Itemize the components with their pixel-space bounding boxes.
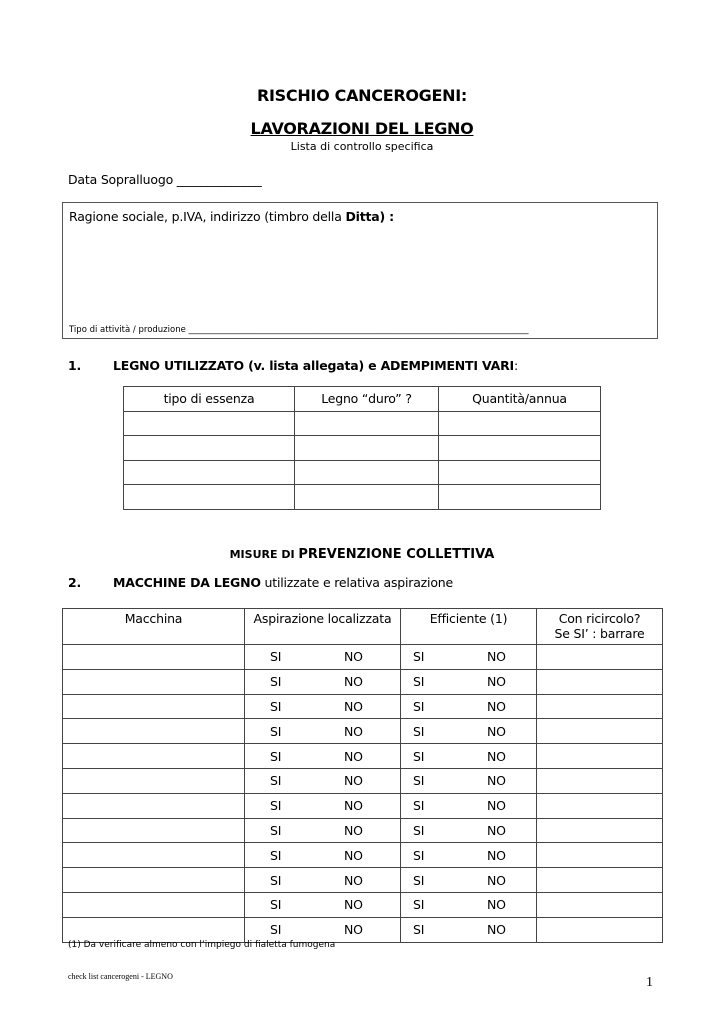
table-row — [63, 892, 663, 917]
aspiration-cell — [245, 793, 401, 818]
recirculation-cell[interactable] — [537, 793, 663, 818]
si-option[interactable]: SI — [413, 922, 425, 938]
recirculation-cell[interactable] — [537, 818, 663, 843]
table-header-row — [124, 387, 601, 412]
no-option[interactable]: NO — [344, 674, 363, 690]
aspiration-cell — [245, 694, 401, 719]
no-option[interactable]: NO — [344, 847, 363, 863]
header-cell: Quantità/annua — [439, 387, 601, 412]
recirculation-cell[interactable] — [537, 669, 663, 694]
aspiration-cell — [245, 645, 401, 670]
si-option[interactable]: SI — [270, 723, 282, 739]
aspiration-cell — [245, 892, 401, 917]
machine-cell[interactable] — [63, 645, 245, 670]
recirculation-cell[interactable] — [537, 744, 663, 769]
table-row — [124, 460, 601, 485]
no-option[interactable]: NO — [344, 773, 363, 789]
machine-cell[interactable] — [63, 694, 245, 719]
header-cell: Efficiente (1) — [401, 609, 537, 645]
table-header-row — [63, 609, 663, 645]
input-cell[interactable] — [439, 485, 601, 510]
recirculation-cell[interactable] — [537, 843, 663, 868]
document-title: RISCHIO CANCEROGENI: — [257, 86, 467, 105]
table-row — [124, 436, 601, 461]
si-option[interactable]: SI — [270, 748, 282, 764]
machine-cell[interactable] — [63, 843, 245, 868]
machine-cell[interactable] — [63, 892, 245, 917]
si-option[interactable]: SI — [413, 773, 425, 789]
footnote: (1) Da verificare almeno con l’impiego di fialetta fumogena — [68, 940, 336, 950]
input-cell[interactable] — [439, 436, 601, 461]
table-row — [124, 485, 601, 510]
no-option[interactable]: NO — [344, 698, 363, 714]
no-option[interactable]: NO — [487, 872, 506, 888]
input-cell[interactable] — [295, 436, 439, 461]
table-row — [124, 411, 601, 436]
page-number: 1 — [646, 975, 653, 990]
table-row — [63, 818, 663, 843]
no-option[interactable]: NO — [487, 748, 506, 764]
machine-cell[interactable] — [63, 793, 245, 818]
table-row — [63, 843, 663, 868]
no-option[interactable]: NO — [487, 649, 506, 665]
si-option[interactable]: SI — [270, 922, 282, 938]
table-row — [63, 719, 663, 744]
efficient-cell — [401, 843, 537, 868]
si-option[interactable]: SI — [413, 748, 425, 764]
machine-cell[interactable] — [63, 768, 245, 793]
no-option[interactable]: NO — [487, 798, 506, 814]
si-option[interactable]: SI — [270, 798, 282, 814]
aspiration-cell — [245, 818, 401, 843]
si-option[interactable]: SI — [270, 649, 282, 665]
si-option[interactable]: SI — [413, 723, 425, 739]
no-option[interactable]: NO — [487, 822, 506, 838]
efficient-cell — [401, 645, 537, 670]
input-cell[interactable] — [439, 411, 601, 436]
si-option[interactable]: SI — [270, 897, 282, 913]
si-option[interactable]: SI — [413, 798, 425, 814]
efficient-cell — [401, 892, 537, 917]
wood-table — [123, 386, 601, 510]
efficient-cell — [401, 868, 537, 893]
no-option[interactable]: NO — [487, 922, 506, 938]
efficient-cell — [401, 917, 537, 942]
si-option[interactable]: SI — [270, 872, 282, 888]
section1-number: 1. — [68, 358, 82, 373]
recirculation-cell[interactable] — [537, 719, 663, 744]
section1-heading: LEGNO UTILIZZATO (v. lista allegata) e ADEMPIMENTI VARI: — [113, 358, 518, 373]
recirculation-cell[interactable] — [537, 768, 663, 793]
no-option[interactable]: NO — [487, 674, 506, 690]
no-option[interactable]: NO — [487, 847, 506, 863]
aspiration-cell — [245, 917, 401, 942]
machine-cell[interactable] — [63, 818, 245, 843]
aspiration-cell — [245, 868, 401, 893]
no-option[interactable]: NO — [344, 723, 363, 739]
misure-heading: MISURE DI PREVENZIONE COLLETTIVA — [229, 547, 495, 562]
efficient-cell — [401, 744, 537, 769]
company-info-label: Ragione sociale, p.IVA, indirizzo (timbro della Ditta) : — [69, 209, 394, 224]
aspiration-cell — [245, 843, 401, 868]
document-subtitle: LAVORAZIONI DEL LEGNO — [250, 119, 474, 138]
machine-cell[interactable] — [63, 744, 245, 769]
table-row — [63, 744, 663, 769]
no-option[interactable]: NO — [487, 723, 506, 739]
si-option[interactable]: SI — [413, 822, 425, 838]
si-option[interactable]: SI — [413, 649, 425, 665]
page-footer: check list cancerogeni - LEGNO — [68, 972, 173, 981]
input-cell[interactable] — [124, 460, 295, 485]
no-option[interactable]: NO — [344, 798, 363, 814]
machine-cell[interactable] — [63, 719, 245, 744]
header-cell: Legno “duro” ? — [295, 387, 439, 412]
si-option[interactable]: SI — [270, 698, 282, 714]
header-cell: tipo di essenza — [124, 387, 295, 412]
table-row — [63, 917, 663, 942]
no-option[interactable]: NO — [344, 822, 363, 838]
input-cell[interactable] — [295, 485, 439, 510]
efficient-cell — [401, 768, 537, 793]
si-option[interactable]: SI — [270, 674, 282, 690]
si-option[interactable]: SI — [270, 847, 282, 863]
no-option[interactable]: NO — [344, 748, 363, 764]
si-option[interactable]: SI — [413, 872, 425, 888]
section2-number: 2. — [68, 575, 82, 590]
table-row — [63, 868, 663, 893]
si-option[interactable]: SI — [413, 674, 425, 690]
table-row — [63, 793, 663, 818]
recirculation-cell[interactable] — [537, 892, 663, 917]
activity-type-field[interactable]: Tipo di attività / produzione ________________________________________________________________________________ — [69, 325, 529, 335]
input-cell[interactable] — [295, 460, 439, 485]
recirculation-cell[interactable] — [537, 645, 663, 670]
efficient-cell — [401, 793, 537, 818]
input-cell[interactable] — [124, 436, 295, 461]
si-option[interactable]: SI — [413, 847, 425, 863]
header-cell: Aspirazione localizzata — [245, 609, 401, 645]
no-option[interactable]: NO — [487, 773, 506, 789]
no-option[interactable]: NO — [487, 897, 506, 913]
input-cell[interactable] — [439, 460, 601, 485]
header-cell: Macchina — [63, 609, 245, 645]
no-option[interactable]: NO — [487, 698, 506, 714]
aspiration-cell — [245, 669, 401, 694]
recirculation-cell[interactable] — [537, 868, 663, 893]
aspiration-cell — [245, 768, 401, 793]
machine-cell[interactable] — [63, 868, 245, 893]
efficient-cell — [401, 669, 537, 694]
aspiration-cell — [245, 744, 401, 769]
efficient-cell — [401, 719, 537, 744]
machines-table — [62, 608, 663, 943]
table-row — [63, 694, 663, 719]
company-info-box[interactable] — [62, 202, 658, 339]
header-cell: Con ricircolo? Se SI’ : barrare — [537, 609, 663, 645]
si-option[interactable]: SI — [270, 773, 282, 789]
input-cell[interactable] — [295, 411, 439, 436]
si-option[interactable]: SI — [413, 698, 425, 714]
machine-cell[interactable] — [63, 669, 245, 694]
data-sopralluogo-field[interactable]: Data Sopralluogo ______________ — [68, 172, 262, 187]
document-caption: Lista di controllo specifica — [290, 140, 434, 153]
table-row — [63, 669, 663, 694]
input-cell[interactable] — [124, 411, 295, 436]
input-cell[interactable] — [124, 485, 295, 510]
table-row — [63, 768, 663, 793]
recirculation-cell[interactable] — [537, 694, 663, 719]
si-option[interactable]: SI — [270, 822, 282, 838]
si-option[interactable]: SI — [413, 897, 425, 913]
section2-heading: MACCHINE DA LEGNO utilizzate e relativa aspirazione — [113, 575, 453, 590]
machine-cell[interactable] — [63, 917, 245, 942]
efficient-cell — [401, 818, 537, 843]
no-option[interactable]: NO — [344, 897, 363, 913]
no-option[interactable]: NO — [344, 649, 363, 665]
aspiration-cell — [245, 719, 401, 744]
recirculation-cell[interactable] — [537, 917, 663, 942]
no-option[interactable]: NO — [344, 922, 363, 938]
no-option[interactable]: NO — [344, 872, 363, 888]
table-row — [63, 645, 663, 670]
efficient-cell — [401, 694, 537, 719]
